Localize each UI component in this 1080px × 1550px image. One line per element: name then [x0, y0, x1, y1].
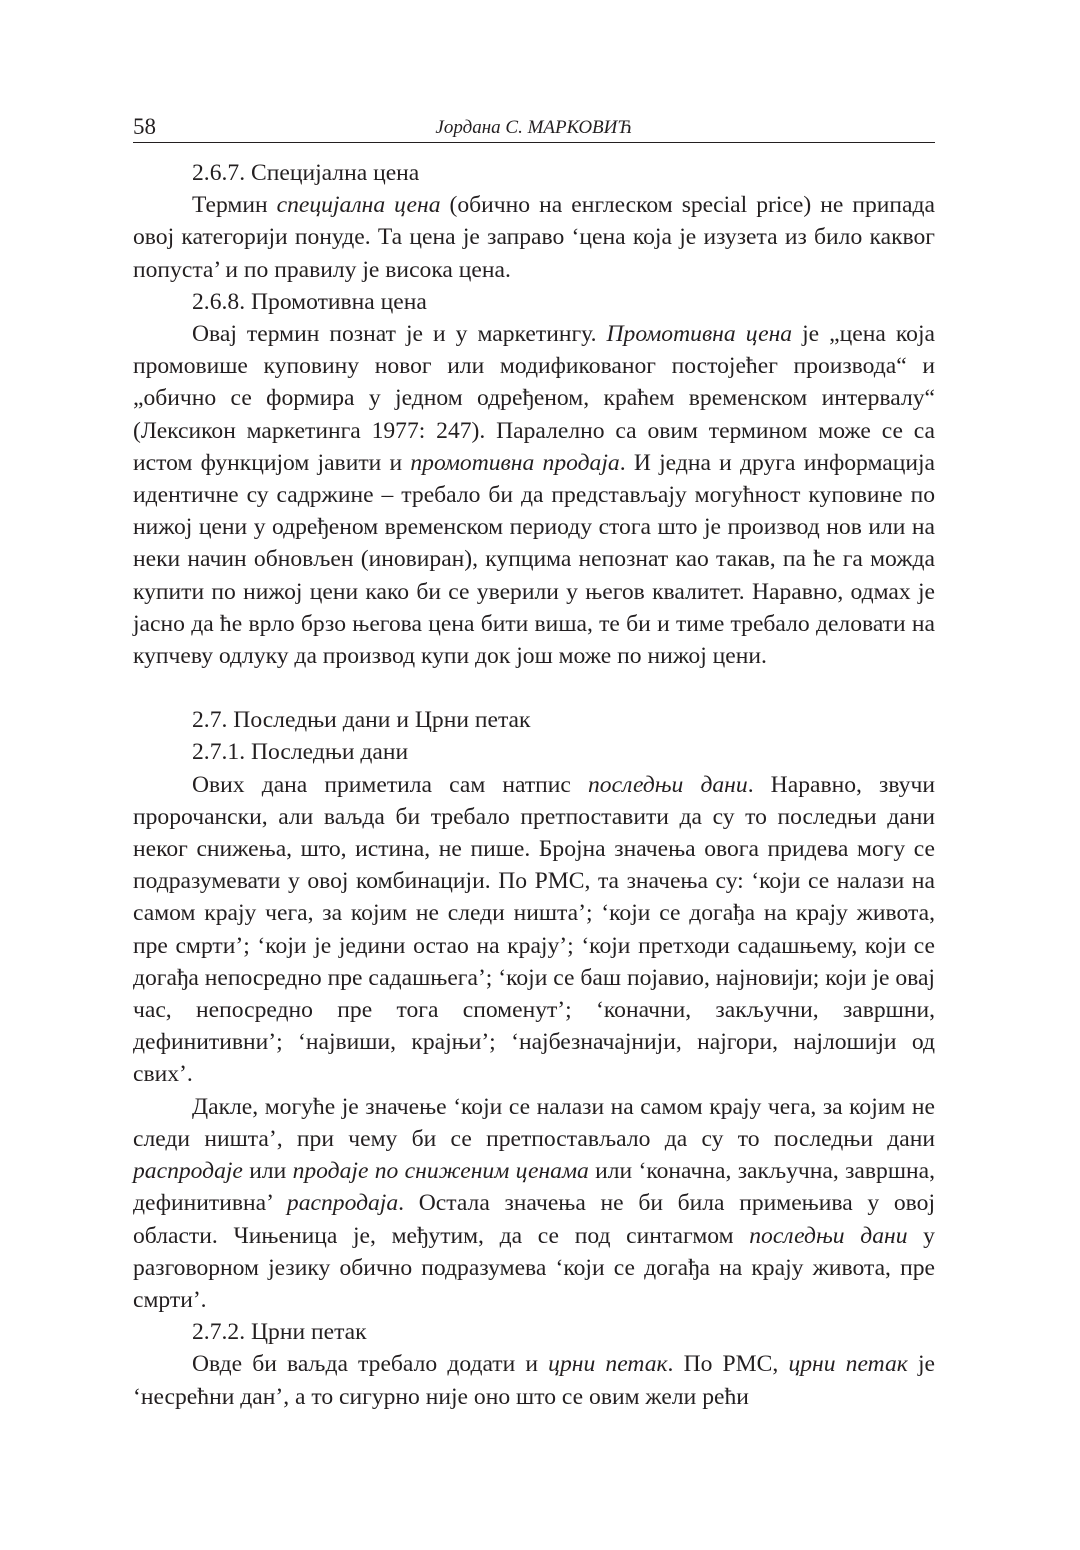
section-heading: 2.6.7. Специјална цена — [192, 160, 420, 186]
text-run: . Остала значења не би била примењива у овој области. Чињеница је, међутим, да се под синтагмом — [133, 1190, 935, 1249]
section-heading: 2.6.8. Промотивна цена — [192, 288, 427, 315]
italic-term: продаје по сниженим ценама — [292, 1158, 589, 1185]
page-number: 58 — [133, 114, 156, 139]
text-run: Термин — [192, 192, 277, 219]
italic-term: црни петак — [788, 1351, 908, 1378]
italic-term: распродаје — [133, 1158, 243, 1185]
text-run: Овде би ваљда требало додати и — [192, 1351, 549, 1378]
text-run: . Наравно, звучи пророчански, али ваљда би требало претпоставити да су то последњи дани неког снижења, што, истина, не пише. Бројна значења овога придева могу се подразумевати у овој комбинацији. По РМС, та значења су: ‘који се налази на самом крају чега, за којим не следи ништа’; ‘који се догађа на крају живота, пре смрти’; ‘који је једини остао на крају’; ‘који претходи садашњему, који се догађа непосредно пре садашњега’; ‘који се баш појавио, најновији; који је овај час, непосредно пре тога споменут’; ‘коначни, закључни, завршни, дефинитивни’; ‘највиши, крајњи’; ‘најбезначајнији, најгори, најлошији од свих’. — [133, 771, 935, 1088]
italic-term: последњи дани — [749, 1222, 908, 1249]
paragraph — [133, 769, 935, 1091]
page-header — [133, 110, 935, 143]
text-run: Овај термин познат је и у маркетингу. — [192, 321, 607, 348]
italic-term: црни петак — [548, 1351, 668, 1378]
body-text — [133, 157, 935, 1413]
paragraph — [133, 189, 935, 286]
text-run: Ових дана приметила сам натпис — [192, 771, 588, 798]
text-run: у разговорном језику обично подразумева ‘који се догађа на крају живота, пре смрти’. — [133, 1222, 935, 1313]
text-run: је „цена која промовише куповину новог или модификованог постојећег производа“ и „обично се формира у једном одређеном, краћем временском интервалу“ (Лексикон маркетинга 1977: 247). Паралелно са овим термином може се са истом функцијом јавити и — [133, 321, 935, 476]
book-page — [133, 110, 935, 1413]
text-run: или — [242, 1158, 293, 1185]
section-heading: 2.7. Последњи дани и Црни петак — [192, 707, 531, 734]
italic-term: Промотивна цена — [606, 321, 793, 348]
paragraph — [133, 1091, 935, 1316]
text-run: . По РМС, — [667, 1351, 789, 1378]
italic-term: специјална цена — [276, 192, 441, 219]
italic-term: последњи дани — [588, 771, 748, 798]
italic-term: промотивна продаја — [410, 449, 620, 476]
text-run: је ‘несрећни дан’, а то сигурно није оно што се овим жели рећи — [133, 1351, 935, 1410]
section-heading: 2.7.2. Црни петак — [192, 1319, 367, 1346]
text-run: (обично на енглеском special price) не припада овој категорији понуде. Та цена је заправо ‘цена која је изузета из било каквог попуста’ и по правилу је висока цена. — [133, 192, 935, 283]
paragraph — [133, 1348, 935, 1412]
italic-term: распродаја — [286, 1190, 399, 1217]
text-run: . И једна и друга информација идентичне су садржине – требало би да представљају могућност куповине по нижој цени у одређеном временском периоду стога што је производ нов или на неки начин обновљен (иновиран), купцима непознат као такав, па ће га можда купити по нижој цени како би се уверили у његов квалитет. Наравно, одмах је јасно да ће врло брзо његова цена бити виша, те би и тиме требало деловати на купчеву одлуку да производ купи док још може по нижој цени. — [133, 449, 935, 670]
paragraph — [133, 318, 935, 672]
text-run: Дакле, могуће је значење ‘који се налази на самом крају чега, за којим не следи ништа’, при чему би се претпостављало да су то последњи дани — [133, 1093, 935, 1152]
text-run: или ‘коначна, закључна, завршна, дефинитивна’ — [133, 1158, 935, 1217]
running-head: Јордана С. МАРКОВИЋ — [435, 117, 633, 138]
section-heading: 2.7.1. Последњи дани — [192, 739, 409, 766]
